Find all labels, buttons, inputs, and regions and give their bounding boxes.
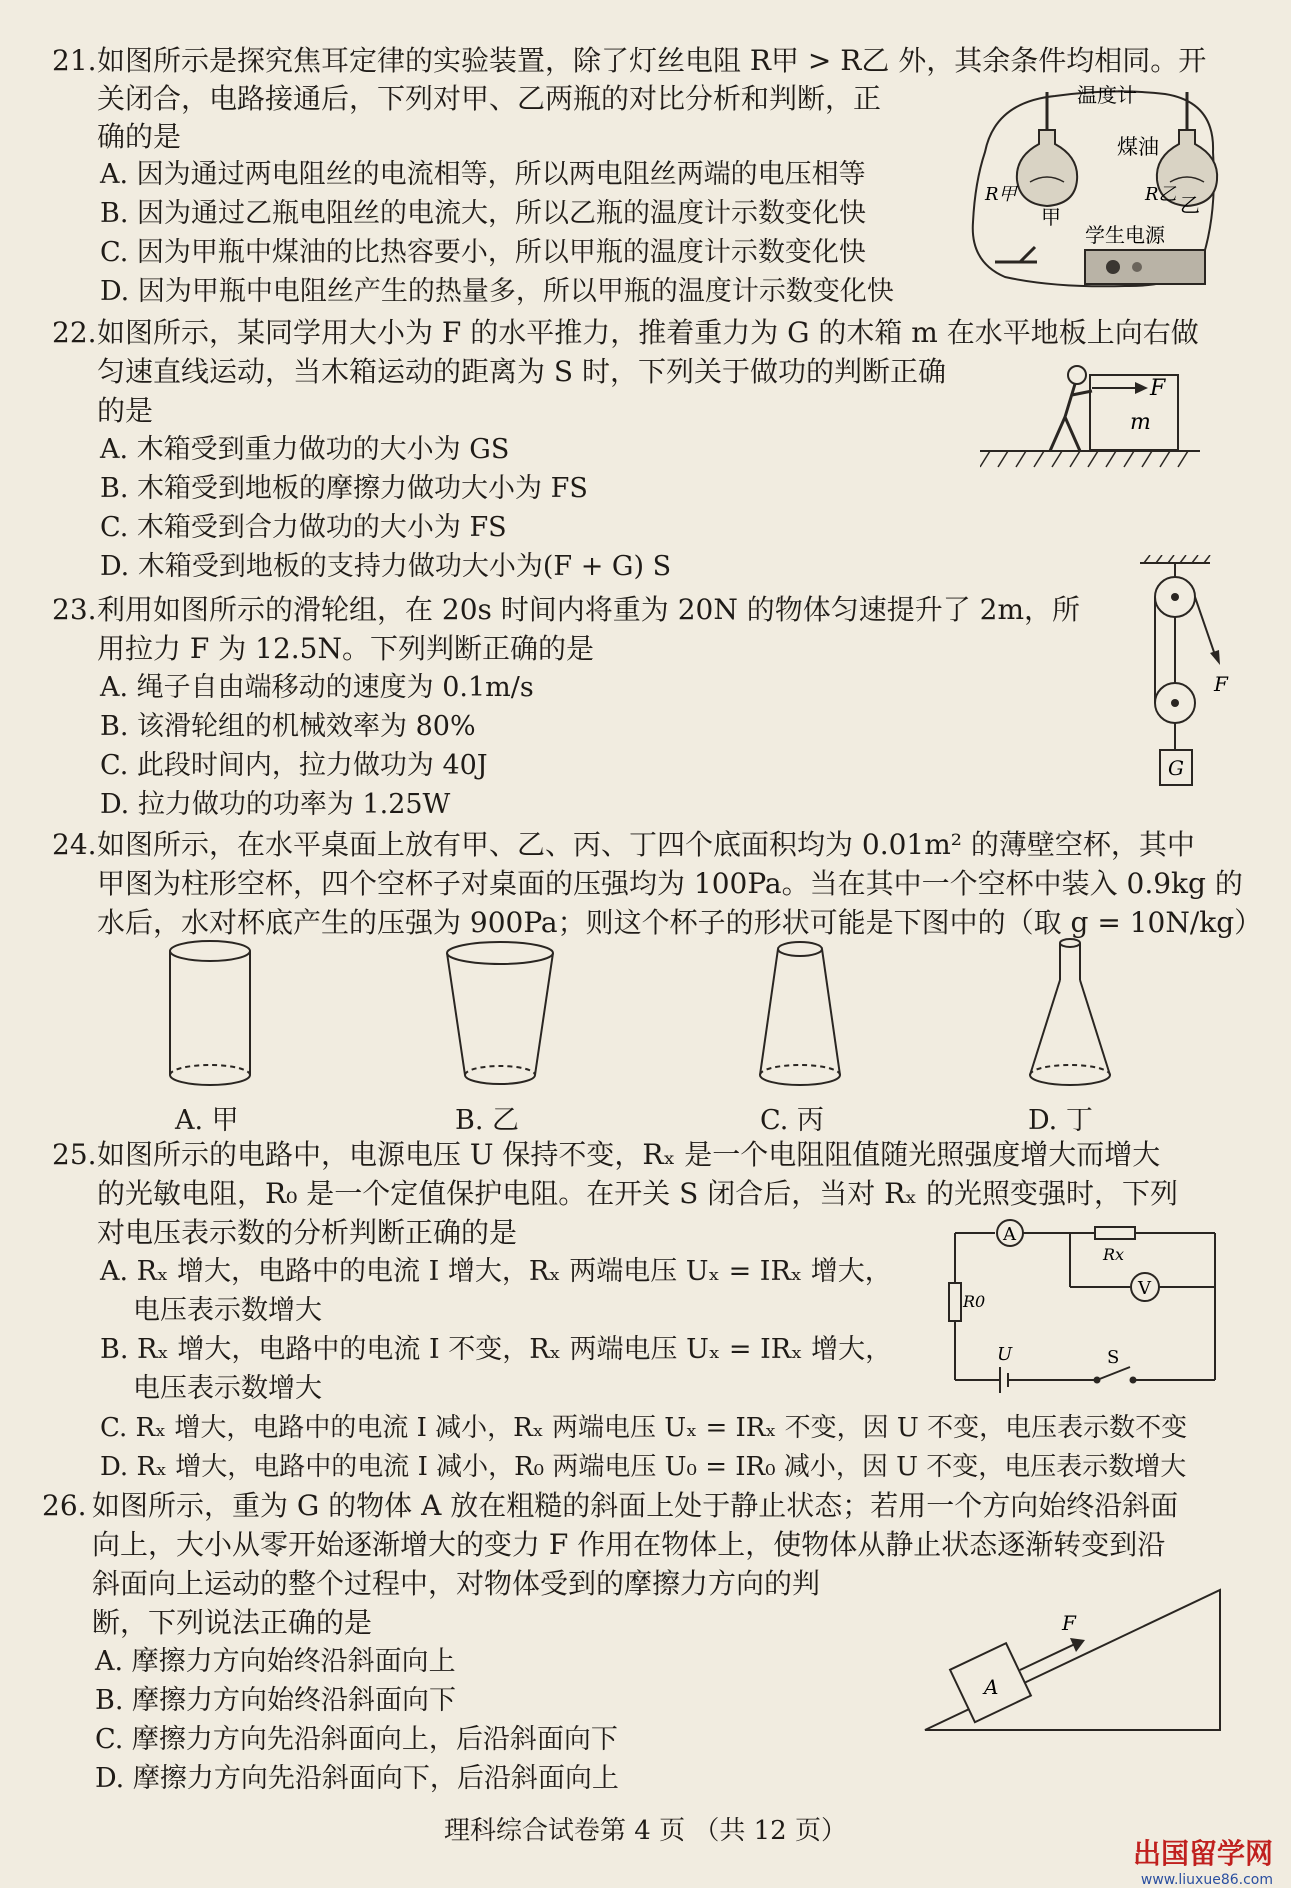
option-c: C. 此段时间内，拉力做功为 40J [100, 750, 488, 781]
question-stem-line: 确的是 [97, 120, 182, 153]
question-stem-line: 如图所示，重为 G 的物体 A 放在粗糙的斜面上处于静止状态；若用一个方向始终沿斜面 [92, 1489, 1179, 1522]
r-jia-label: R甲 [985, 184, 1017, 205]
question-stem-line: 如图所示的电路中，电源电压 U 保持不变，Rₓ 是一个电阻阻值随光照强度增大而增大 [97, 1138, 1161, 1171]
circuit-figure [945, 1215, 1225, 1395]
option-b: B. 因为通过乙瓶电阻丝的电流大，所以乙瓶的温度计示数变化快 [100, 198, 867, 229]
cup-label-a: A. 甲 [175, 1105, 239, 1136]
force-label: F [1150, 376, 1166, 401]
cup-wide-mouth [447, 942, 553, 1084]
question-stem-line: 断，下列说法正确的是 [92, 1606, 373, 1639]
yi-label: 乙 [1180, 193, 1200, 217]
thermometer-label: 温度计 [1077, 83, 1137, 107]
option-d: D. Rₓ 增大，电路中的电流 I 减小，R₀ 两端电压 U₀ = IR₀ 减小，因 U 不变，电压表示数增大 [100, 1452, 1187, 1482]
option-c: C. 木箱受到合力做功的大小为 FS [100, 512, 507, 543]
ammeter-label: A [1003, 1224, 1016, 1245]
watermark [1133, 1832, 1273, 1888]
option-a: A. 木箱受到重力做功的大小为 GS [100, 434, 510, 465]
option-a: A. 摩擦力方向始终沿斜面向上 [95, 1646, 456, 1677]
rx-label: Rx [1103, 1245, 1125, 1264]
power-supply-label: 学生电源 [1085, 223, 1165, 247]
mass-label: m [1130, 410, 1151, 435]
option-c: C. 因为甲瓶中煤油的比热容要小，所以甲瓶的温度计示数变化快 [100, 237, 866, 268]
option-d: D. 摩擦力方向先沿斜面向下，后沿斜面向上 [95, 1763, 619, 1794]
question-number: 24. [52, 828, 97, 861]
option-d: D. 拉力做功的功率为 1.25W [100, 789, 451, 820]
question-stem-line: 匀速直线运动，当木箱运动的距离为 S 时，下列关于做功的判断正确 [97, 355, 946, 388]
cup-cylinder [170, 941, 250, 1085]
voltmeter-label: V [1138, 1278, 1151, 1299]
option-c: C. Rₓ 增大，电路中的电流 I 减小，Rₓ 两端电压 Uₓ = IRₓ 不变，因 U 不变，电压表示数不变 [100, 1413, 1188, 1443]
question-number: 23. [52, 593, 97, 626]
voltage-u-label: U [997, 1344, 1013, 1365]
block-a-label: A [984, 1675, 999, 1699]
question-stem-line: 的光敏电阻，R₀ 是一个定值保护电阻。在开关 S 闭合后，当对 Rₓ 的光照变强时，下列 [97, 1177, 1178, 1210]
cup-label-b: B. 乙 [455, 1105, 520, 1136]
option-d: D. 木箱受到地板的支持力做功大小为(F + G) S [100, 551, 672, 582]
question-number: 22. [52, 316, 97, 349]
question-number: 21. [52, 44, 97, 77]
option-b: B. 摩擦力方向始终沿斜面向下 [95, 1685, 457, 1716]
r-yi-label: R乙 [1145, 184, 1177, 205]
question-stem-line: 关闭合，电路接通后，下列对甲、乙两瓶的对比分析和判断，正 [97, 82, 882, 115]
cups-figure [160, 935, 1160, 1095]
question-number: 25. [52, 1138, 97, 1171]
cup-narrow-mouth [760, 942, 840, 1085]
option-a: A. Rₓ 增大，电路中的电流 I 增大，Rₓ 两端电压 Uₓ = IRₓ 增大， [100, 1256, 892, 1287]
cup-label-d: D. 丁 [1028, 1105, 1093, 1136]
force-label: F [1214, 672, 1228, 696]
question-stem-line: 用拉力 F 为 12.5N。下列判断正确的是 [97, 632, 594, 665]
option-a-cont: 电压表示数增大 [133, 1295, 322, 1326]
question-stem-line: 如图所示是探究焦耳定律的实验装置，除了灯丝电阻 R甲 > R乙 外，其余条件均相同。开 [97, 44, 1207, 77]
question-number: 26. [42, 1489, 87, 1522]
cup-conical-flask [1030, 939, 1110, 1085]
option-b-cont: 电压表示数增大 [133, 1373, 322, 1404]
question-stem-line: 向上，大小从零开始逐渐增大的变力 F 作用在物体上，使物体从静止状态逐渐转变到沿 [92, 1528, 1166, 1561]
incline-figure [920, 1580, 1230, 1740]
push-box-figure [980, 355, 1210, 480]
watermark-url: www.liuxue86.com [1140, 1872, 1273, 1888]
option-c: C. 摩擦力方向先沿斜面向上，后沿斜面向下 [95, 1724, 618, 1755]
question-stem-line: 甲图为柱形空杯，四个空杯子对桌面的压强均为 100Pa。当在其中一个空杯中装入 0.9kg 的 [97, 867, 1243, 900]
weight-label: G [1168, 756, 1184, 780]
question-stem-line: 的是 [97, 394, 154, 427]
option-d: D. 因为甲瓶中电阻丝产生的热量多，所以甲瓶的温度计示数变化快 [100, 276, 894, 307]
switch-s-label: S [1107, 1347, 1120, 1368]
question-stem-line: 水后，水对杯底产生的压强为 900Pa；则这个杯子的形状可能是下图中的（取 g = 10N/kg） [97, 906, 1263, 939]
watermark-title: 出国留学网 [1132, 1837, 1273, 1870]
question-stem-line: 利用如图所示的滑轮组，在 20s 时间内将重为 20N 的物体匀速提升了 2m，所 [97, 593, 1080, 626]
question-stem-line: 对电压表示数的分析判断正确的是 [97, 1216, 518, 1249]
option-a: A. 绳子自由端移动的速度为 0.1m/s [100, 672, 534, 703]
option-b: B. 该滑轮组的机械效率为 80% [100, 711, 476, 742]
kerosene-label: 煤油 [1117, 135, 1159, 159]
option-b: B. 木箱受到地板的摩擦力做功大小为 FS [100, 473, 588, 504]
pulley-system-figure [1130, 555, 1230, 800]
jia-label: 甲 [1041, 205, 1061, 229]
option-b: B. Rₓ 增大，电路中的电流 I 不变，Rₓ 两端电压 Uₓ = IRₓ 增大， [100, 1334, 893, 1365]
cup-label-c: C. 丙 [760, 1105, 824, 1136]
question-stem-line: 斜面向上运动的整个过程中，对物体受到的摩擦力方向的判 [92, 1567, 821, 1600]
r0-label: R0 [963, 1292, 986, 1311]
joule-law-apparatus-figure [965, 82, 1225, 290]
question-stem-line: 如图所示，某同学用大小为 F 的水平推力，推着重力为 G 的木箱 m 在水平地板上向右做 [97, 316, 1199, 349]
option-a: A. 因为通过两电阻丝的电流相等，所以两电阻丝两端的电压相等 [100, 159, 866, 190]
force-label: F [1062, 1611, 1076, 1635]
page-footer: 理科综合试卷第 4 页 （共 12 页） [444, 1816, 847, 1846]
question-stem-line: 如图所示，在水平桌面上放有甲、乙、丙、丁四个底面积均为 0.01m² 的薄壁空杯，其中 [97, 828, 1195, 861]
